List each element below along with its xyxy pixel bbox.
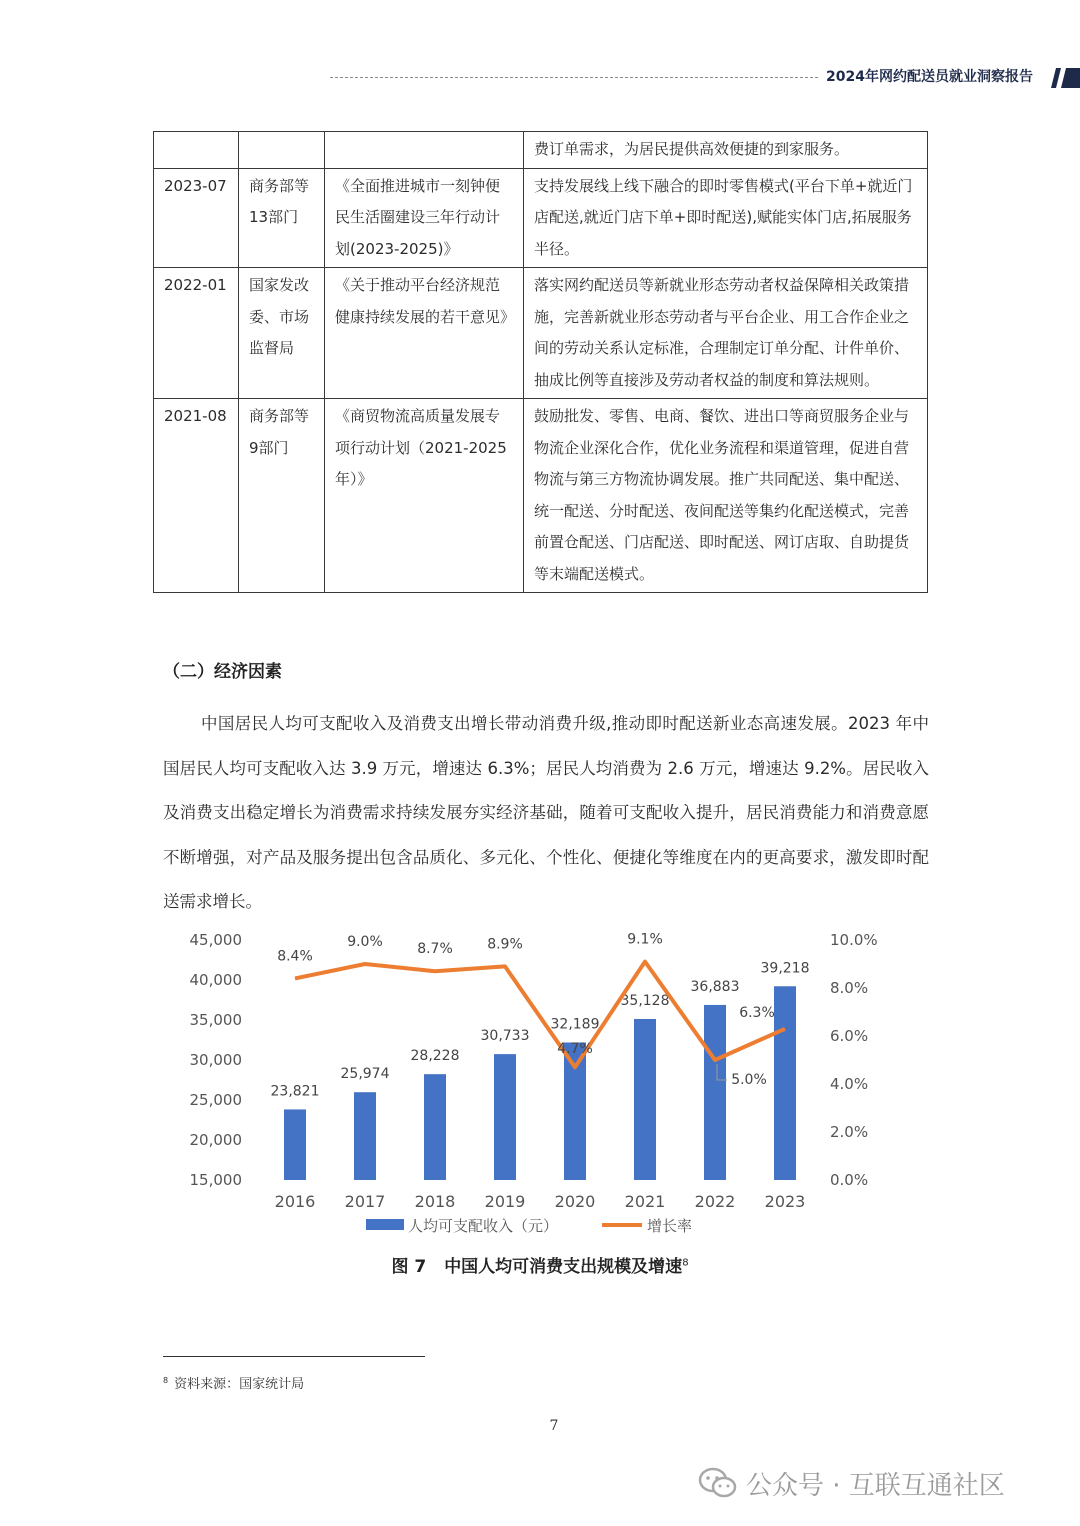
- table-row: [154, 268, 928, 399]
- figure-label: 图 7: [391, 1257, 427, 1277]
- table-cell-doc: 《全面推进城市一刻钟便民生活圈建设三年行动计划(2023-2025)》: [325, 168, 524, 268]
- wechat-icon: [698, 1467, 738, 1499]
- bar-2022: [704, 1005, 726, 1180]
- x-axis-tick-label: 2022: [694, 1192, 736, 1211]
- table-cell-date: 2023-07: [154, 168, 239, 268]
- left-axis-tick-label: 45,000: [189, 931, 242, 949]
- right-axis-tick-label: 2.0%: [830, 1123, 869, 1141]
- bar-2021: [634, 1019, 656, 1180]
- legend-label-growth: 增长率: [647, 1217, 693, 1235]
- bar-2017: [354, 1092, 376, 1180]
- table-cell-date: 2022-01: [154, 268, 239, 399]
- line-data-label: 4.7%: [557, 1041, 593, 1058]
- bar-data-label: 35,128: [620, 992, 670, 1009]
- x-axis-tick-label: 2018: [414, 1192, 456, 1211]
- figure-title: 中国人均可消费支出规模及增速: [444, 1257, 683, 1277]
- footnote-number: 8: [163, 1375, 169, 1385]
- bar-2019: [494, 1054, 516, 1180]
- table-cell-date: 2021-08: [154, 399, 239, 593]
- legend-swatch-income: [366, 1219, 404, 1230]
- right-axis-tick-label: 10.0%: [830, 931, 878, 949]
- x-axis-tick-label: 2017: [344, 1192, 386, 1211]
- table-cell-date: [154, 132, 239, 169]
- line-data-label: 9.0%: [347, 934, 383, 950]
- legend-label-income: 人均可支配收入（元）: [408, 1217, 559, 1235]
- policy-table: [153, 131, 928, 593]
- table-cell-dept: 商务部等9部门: [239, 399, 325, 593]
- left-axis-tick-label: 40,000: [189, 971, 242, 989]
- right-axis-tick-label: 0.0%: [830, 1171, 869, 1189]
- line-data-label: 6.3%: [739, 1004, 775, 1021]
- footnote-rule: [163, 1356, 425, 1357]
- table-cell-doc: [325, 132, 524, 169]
- x-axis-tick-label: 2016: [274, 1192, 316, 1211]
- right-axis-tick-label: 8.0%: [830, 979, 869, 997]
- table-row: [154, 168, 928, 268]
- bar-data-label: 39,218: [760, 960, 810, 977]
- income-growth-chart: [150, 922, 910, 1242]
- table-cell-dept: 商务部等13部门: [239, 168, 325, 268]
- line-data-label: 5.0%: [731, 1072, 767, 1088]
- section-title: （二）经济因素: [163, 662, 282, 682]
- table-cell-content: 支持发展线上线下融合的即时零售模式(平台下单+就近门店配送,就近门店下单+即时配送),赋能实体门店,拓展服务半径。: [524, 168, 928, 268]
- right-axis-tick-label: 6.0%: [830, 1027, 869, 1045]
- watermark-text: 公众号 · 互联互通社区: [746, 1470, 1005, 1501]
- line-data-label: 8.4%: [277, 948, 313, 965]
- table-cell-doc: 《商贸物流高质量发展专项行动计划（2021-2025年）》: [325, 399, 524, 593]
- bar-data-label: 30,733: [480, 1028, 530, 1045]
- header-slash-mark: [1050, 66, 1080, 90]
- line-data-label: 9.1%: [627, 931, 663, 948]
- left-axis-tick-label: 15,000: [189, 1171, 242, 1189]
- footnote: [163, 1373, 304, 1392]
- bar-data-label: 23,821: [270, 1083, 320, 1100]
- table-cell-content: 费订单需求，为居民提供高效便捷的到家服务。: [524, 132, 928, 169]
- body-paragraph: 中国居民人均可支配收入及消费支出增长带动消费升级,推动即时配送新业态高速发展。2023 年中国居民人均可支配收入达 3.9 万元，增速达 6.3%；居民人均消费为 2.6 万元，增速达 9.2%。居民收入及消费支出稳定增长为消费需求持续发展夯实经济基础，随着可支配收入提升，居民消费能力和消费意愿不断增强，对产品及服务提出包含品质化、多元化、个性化、便捷化等维度在内的更高要求，激发即时配送需求增长。: [163, 714, 929, 911]
- line-data-label: 8.7%: [417, 941, 453, 958]
- bar-2020: [564, 1042, 586, 1180]
- left-axis-tick-label: 20,000: [189, 1131, 242, 1149]
- table-row: [154, 132, 928, 169]
- table-cell-dept: [239, 132, 325, 169]
- table-cell-content: 落实网约配送员等新就业形态劳动者权益保障相关政策措施，完善新就业形态劳动者与平台企业、用工合作企业之间的劳动关系认定标准，合理制定订单分配、计件单价、抽成比例等直接涉及劳动者权益的制度和算法规则。: [524, 268, 928, 399]
- bar-2023: [774, 986, 796, 1180]
- x-axis-tick-label: 2021: [624, 1192, 666, 1211]
- figure-caption: [0, 1252, 1080, 1277]
- page-number: 7: [549, 1418, 559, 1434]
- table-row: [154, 399, 928, 593]
- watermark: [698, 1463, 1005, 1503]
- report-title: 2024年网约配送员就业洞察报告: [826, 69, 1033, 85]
- bar-data-label: 25,974: [340, 1066, 390, 1083]
- right-axis-tick-label: 4.0%: [830, 1075, 869, 1093]
- figure-footnote-ref[interactable]: 8: [682, 1257, 689, 1269]
- bar-data-label: 32,189: [550, 1016, 600, 1033]
- x-axis-tick-label: 2019: [484, 1192, 526, 1211]
- footnote-text: 资料来源：国家统计局: [174, 1377, 305, 1392]
- left-axis-tick-label: 25,000: [189, 1091, 242, 1109]
- bar-data-label: 36,883: [690, 978, 740, 995]
- x-axis-tick-label: 2023: [764, 1192, 806, 1211]
- bar-2018: [424, 1074, 446, 1180]
- left-axis-tick-label: 35,000: [189, 1011, 242, 1029]
- line-data-label: 8.9%: [487, 936, 523, 953]
- table-cell-dept: 国家发改委、市场监督局: [239, 268, 325, 399]
- bar-data-label: 28,228: [410, 1048, 460, 1065]
- left-axis-tick-label: 30,000: [189, 1051, 242, 1069]
- x-axis-tick-label: 2020: [554, 1192, 596, 1211]
- bar-2016: [284, 1109, 306, 1180]
- header-rule: [330, 77, 818, 78]
- table-cell-content: 鼓励批发、零售、电商、餐饮、进出口等商贸服务企业与物流企业深化合作，优化业务流程和渠道管理，促进自营物流与第三方物流协调发展。推广共同配送、集中配送、统一配送、分时配送、夜间配送等集约化配送模式，完善前置仓配送、门店配送、即时配送、网订店取、自助提货等末端配送模式。: [524, 399, 928, 593]
- table-cell-doc: 《关于推动平台经济规范健康持续发展的若干意见》: [325, 268, 524, 399]
